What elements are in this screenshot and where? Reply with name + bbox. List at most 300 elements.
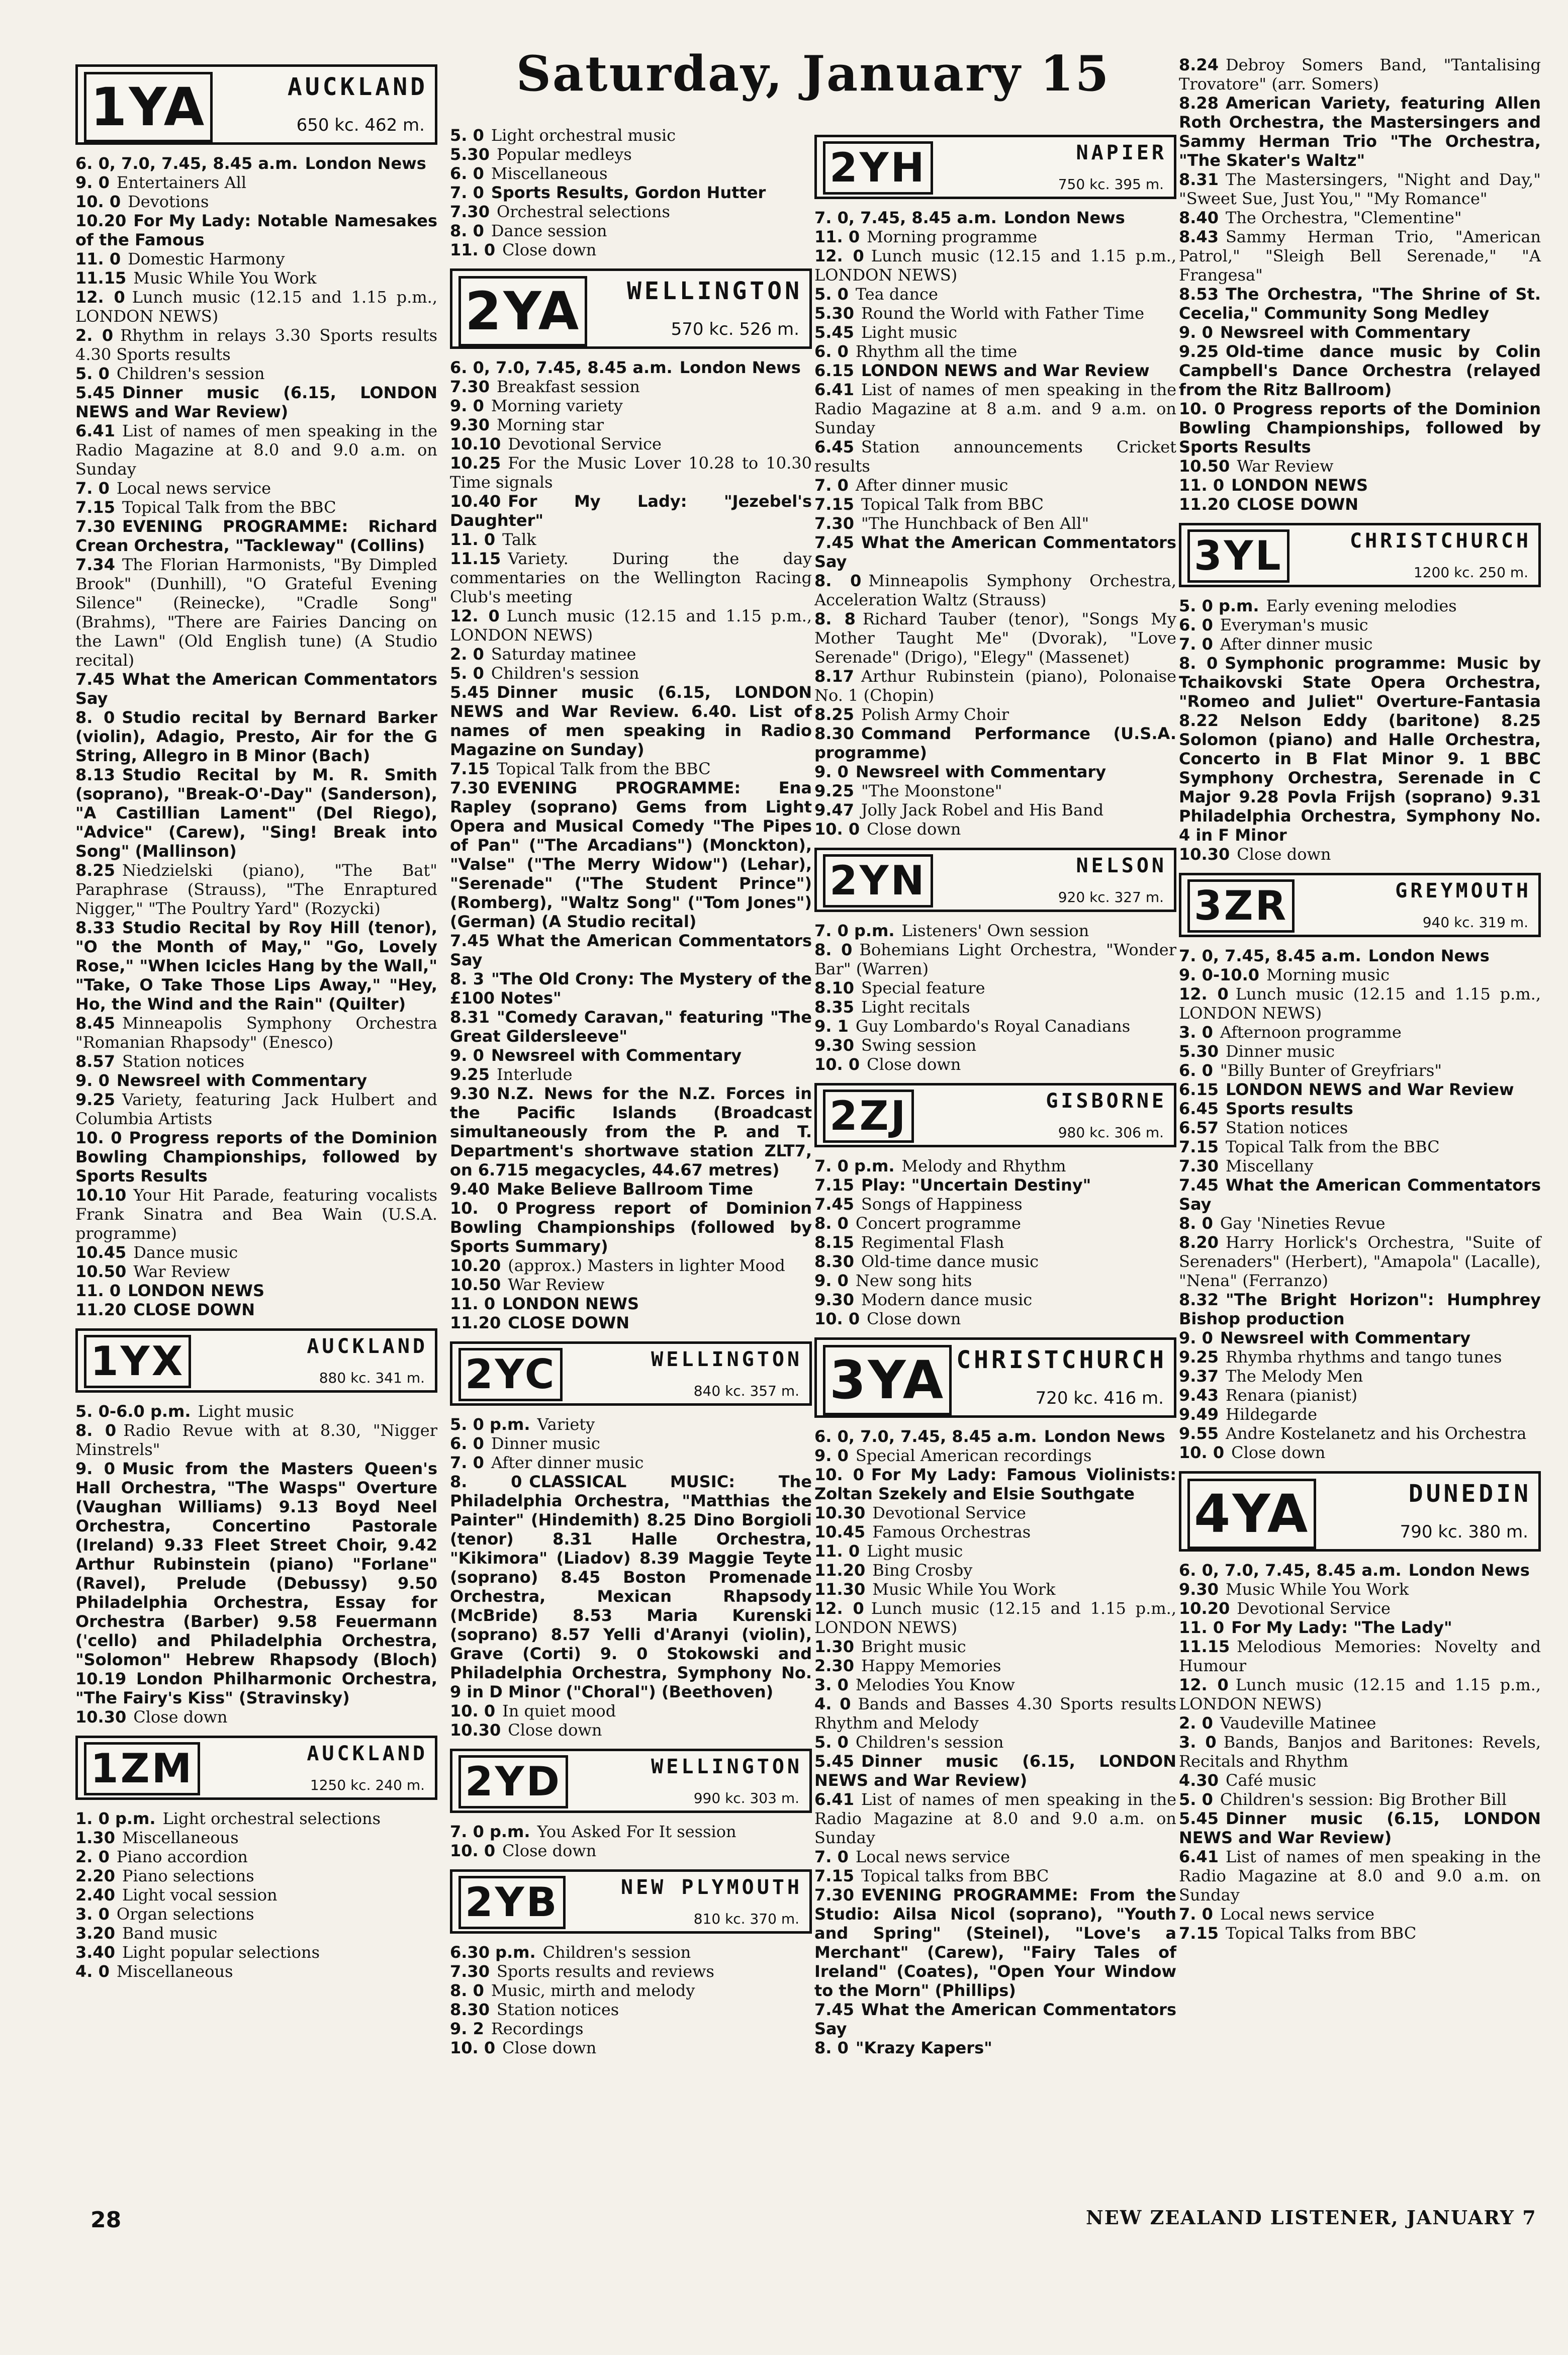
programme-item (450, 1943, 812, 1962)
programme-item (75, 173, 437, 192)
programme-time: 6.45 (814, 437, 854, 457)
programme-item (814, 323, 1176, 342)
programme-title: EVENING PROGRAMME: From the Studio: Ailsa Nicol (soprano), "Youth and Spring" (Steinel), "Love's a Merchant" (Carew), "Fairy Tales of Ireland" (Coates), "Open Your Window to the Morn" (Phillips) (814, 1885, 1176, 2000)
programme-time: 11.15 (450, 549, 501, 568)
programme-item (75, 1943, 437, 1962)
programme-title: Close down (502, 240, 597, 259)
station-frequency: 880 kc. 341 m. (319, 1370, 425, 1386)
programme-time: 5.45 (814, 1752, 854, 1771)
programme-title: Topical talks from BBC (861, 1866, 1049, 1885)
programme-item (814, 800, 1176, 820)
programme-title: CLOSE DOWN (508, 1313, 630, 1332)
programme-item (814, 246, 1176, 285)
programme-item (814, 1522, 1176, 1542)
programme-item (1179, 1347, 1541, 1367)
station-frequency: 980 kc. 306 m. (1058, 1124, 1164, 1141)
station-header (75, 64, 437, 145)
programme-title: Special feature (861, 978, 985, 998)
programme-item (814, 342, 1176, 361)
programme-time: 9.37 (1179, 1367, 1219, 1386)
station-frequency: 1200 kc. 250 m. (1413, 564, 1528, 581)
programme-title: Music While You Work (133, 268, 317, 288)
programme-time: 10.30 (1179, 845, 1230, 864)
programme-title: Regimental Flash (861, 1233, 1004, 1252)
programme-time: 12. 0 (1179, 984, 1229, 1004)
programme-time: 2. 0 (1179, 1713, 1213, 1733)
programme-time: 7.30 (450, 778, 490, 797)
programme-title: EVENING PROGRAMME: Ena Rapley (soprano) Gems from Light Opera and Musical Comedy "The Pipes of Pan" ("The Arcadians") (Monckton), "Valse" ("The Merry Widow") (Lehar), "Serenade" ("The Student Prince") (Romberg), "Waltz Song" ("Tom Jones") (German) (A Studio recital) (450, 778, 812, 931)
programme-title: Miscellaneous (116, 1962, 233, 1981)
column-4 (1179, 55, 1541, 1943)
programme-item (450, 377, 812, 396)
programme-time: 8.32 (1179, 1290, 1219, 1309)
programme-title: Special American recordings (855, 1446, 1092, 1465)
programme-time: 6.41 (1179, 1847, 1219, 1866)
programme-item (450, 1434, 812, 1453)
programme-time: 6.15 (814, 361, 854, 380)
programme-time: 8.13 (75, 765, 115, 784)
programme-time: 8. 0 (75, 1421, 117, 1440)
programme-time: 8.31 (1179, 170, 1219, 189)
programme-time: 7.30 (450, 202, 490, 221)
programme-title: Variety, featuring Jack Hulbert and Columbia Artists (75, 1090, 437, 1128)
programme-time: 6.57 (1179, 1118, 1219, 1137)
programme-item (450, 126, 812, 145)
programme-title: Light recitals (861, 998, 970, 1017)
station-city: NELSON (1076, 854, 1167, 877)
programme-title: Rhythm in relays 3.30 Sports results 4.30 Sports results (75, 326, 438, 364)
programme-time: 11.15 (75, 268, 127, 288)
programme-title: Children's session (855, 1733, 1004, 1752)
station-city: DUNEDIN (1408, 1480, 1531, 1508)
station-frequency: 940 kc. 319 m. (1422, 914, 1528, 931)
programme-time: 7.45 (814, 533, 854, 552)
programme-title: Music While You Work (1225, 1580, 1409, 1599)
programme-title: Concert programme (855, 1214, 1021, 1233)
programme-item (1179, 596, 1541, 615)
station-block (450, 1749, 812, 1860)
programme-item (450, 1453, 812, 1472)
programme-item (1179, 1118, 1541, 1137)
programme-item (75, 1014, 437, 1052)
programme-title: Make Believe Ballroom Time (496, 1180, 754, 1199)
programme-item (450, 1008, 812, 1046)
programme-title: Lunch music (12.15 and 1.15 p.m., LONDON NEWS) (814, 246, 1176, 285)
programme-time: 10. 0 (75, 1128, 122, 1147)
programme-item (814, 1694, 1176, 1733)
programme-item (75, 268, 437, 288)
programme-title: Dinner music (491, 1434, 600, 1453)
programme-title: Close down (1231, 1443, 1326, 1462)
station-block (450, 126, 812, 259)
programme-title: Sammy Herman Trio, "American Patrol," "Sleigh Bell Serenade," "A Frangesa" (1179, 227, 1541, 285)
programme-list (1179, 55, 1541, 514)
programme-title: Entertainers All (116, 173, 247, 192)
programme-item (1179, 1443, 1541, 1462)
programme-title: Bands and Basses 4.30 Sports results Rhythm and Melody (814, 1694, 1177, 1733)
programme-item (75, 1052, 437, 1071)
programme-title: Topical Talk from the BBC (122, 498, 336, 517)
programme-time: 7. 0 (1179, 635, 1213, 654)
programme-title: Newsreel with Commentary (855, 762, 1106, 781)
programme-time: 11. 0 (75, 1281, 121, 1300)
programme-item (75, 498, 437, 517)
column-1 (75, 55, 437, 1981)
programme-time: 4.30 (1179, 1771, 1219, 1790)
programme-title: Close down (867, 820, 961, 839)
programme-time: 10.50 (75, 1262, 127, 1281)
programme-title: Light orchestral selections (162, 1809, 381, 1828)
programme-title: Light music (861, 323, 958, 342)
programme-time: 10.30 (450, 1720, 501, 1740)
programme-time: 9.25 (450, 1065, 490, 1084)
programme-item (814, 495, 1176, 514)
programme-title: Lunch music (12.15 and 1.15 p.m., LONDON NEWS) (75, 288, 437, 326)
programme-title: Progress report of Dominion Bowling Championships (followed by Sports Summary) (450, 1199, 812, 1256)
programme-title: Topical Talk from BBC (861, 495, 1044, 514)
station-block (450, 1869, 812, 2057)
programme-time: 11.30 (814, 1580, 866, 1599)
programme-time: 5. 0 (450, 126, 484, 145)
station-city: GREYMOUTH (1395, 879, 1531, 902)
programme-item (450, 164, 812, 183)
programme-item (814, 1156, 1176, 1175)
programme-item (1179, 476, 1541, 495)
programme-item (814, 533, 1176, 571)
programme-time: 1. 0 p.m. (75, 1809, 156, 1828)
programme-item (814, 1017, 1176, 1036)
programme-title: Local news service (855, 1847, 1010, 1866)
programme-title: Station notices (496, 2000, 619, 2019)
programme-time: 9. 0 (814, 762, 849, 781)
programme-title: For My Lady: Famous Violinists: Zoltan Szekely and Elsie Southgate (814, 1465, 1177, 1503)
programme-title: Bing Crosby (872, 1561, 973, 1580)
programme-time: 11.20 (75, 1300, 127, 1319)
programme-item (1179, 1713, 1541, 1733)
programme-time: 11. 0 (1179, 476, 1225, 495)
programme-item (75, 1905, 437, 1924)
programme-title: Light music (867, 1542, 963, 1561)
programme-time: 10. 0 (450, 1199, 508, 1218)
programme-title: LONDON NEWS (1231, 476, 1368, 495)
programme-item (75, 708, 437, 765)
programme-time: 10.50 (1179, 457, 1230, 476)
programme-item (1179, 1023, 1541, 1042)
programme-title: Miscellaneous (491, 164, 608, 183)
programme-item (814, 1252, 1176, 1271)
programme-item (1179, 1137, 1541, 1156)
programme-time: 3.20 (75, 1924, 115, 1943)
programme-time: 7. 0 (814, 476, 849, 495)
station-city: WELLINGTON (627, 277, 802, 305)
programme-item (814, 571, 1176, 609)
programme-title: Close down (133, 1707, 228, 1727)
programme-time: 9. 0 (75, 173, 110, 192)
programme-item (450, 1084, 812, 1180)
station-block (1179, 873, 1541, 1462)
programme-title: Station notices (1225, 1118, 1348, 1137)
programme-time: 7.15 (75, 498, 115, 517)
programme-time: 7. 0 (450, 183, 484, 202)
station-frequency: 570 kc. 526 m. (671, 319, 799, 339)
programme-title: Light music (198, 1402, 294, 1421)
programme-item (450, 1701, 812, 1720)
programme-title: You Asked For It session (537, 1822, 736, 1841)
programme-time: 8.28 (1179, 94, 1219, 113)
programme-time: 10.10 (75, 1186, 127, 1205)
programme-item (1179, 1175, 1541, 1214)
programme-time: 11. 0 (75, 249, 121, 268)
programme-title: Popular medleys (496, 145, 632, 164)
programme-item (1179, 1290, 1541, 1328)
programme-item (814, 2038, 1176, 2057)
station-callsign: 1ZM (84, 1742, 200, 1795)
programme-item (814, 361, 1176, 380)
station-block (75, 1736, 437, 1981)
programme-time: 8.33 (75, 918, 115, 937)
programme-time: 12. 0 (1179, 1675, 1229, 1694)
programme-time: 5. 0 (75, 364, 110, 383)
programme-title: Dinner music (6.15, LONDON NEWS and War Review. 6.40. List of names of men speaking in Radio Magazine on Sunday) (450, 683, 812, 759)
programme-time: 5.30 (814, 304, 854, 323)
programme-item (75, 1128, 437, 1186)
programme-title: Tea dance (855, 285, 938, 304)
programme-item (450, 1720, 812, 1740)
programme-time: 10.30 (814, 1503, 866, 1522)
programme-time: 7.30 (814, 1885, 854, 1905)
programme-title: Studio Recital by Roy Hill (tenor), "O the Month of May," "Go, Lovely Rose," "When Icicles Hang by the Wall," "Take, O Take Those Lips Away," "Hey, Ho, the Wind and the Rain" (Quilter) (75, 918, 437, 1014)
programme-title: Children's session (491, 664, 639, 683)
programme-title: Melodies You Know (855, 1675, 1015, 1694)
programme-title: EVENING PROGRAMME: Richard Crean Orchestra, "Tackleway" (Collins) (75, 517, 437, 555)
programme-item (75, 1300, 437, 1319)
programme-time: 1.30 (75, 1828, 115, 1847)
programme-title: Close down (1237, 845, 1331, 864)
programme-time: 10. 0 (1179, 399, 1226, 418)
programme-time: 5.30 (450, 145, 490, 164)
station-callsign: 4YA (1187, 1479, 1316, 1549)
programme-item (75, 364, 437, 383)
programme-item (75, 555, 437, 670)
programme-title: Minneapolis Symphony Orchestra "Romanian Rhapsody" (Enesco) (75, 1014, 437, 1052)
programme-time: 8.17 (814, 667, 854, 686)
programme-time: 10. 0 (450, 1701, 496, 1720)
programme-item (450, 1841, 812, 1860)
programme-item (450, 1472, 812, 1701)
programme-item (75, 1402, 437, 1421)
station-callsign: 3YA (823, 1345, 952, 1415)
programme-title: Minneapolis Symphony Orchestra, Acceleration Waltz (Strauss) (814, 571, 1176, 609)
programme-item (814, 1637, 1176, 1656)
programme-title: LONDON NEWS and War Review (1225, 1080, 1514, 1099)
station-block (1179, 55, 1541, 514)
programme-title: The Orchestra, "Clementine" (1225, 208, 1462, 227)
programme-title: Close down (867, 1055, 961, 1074)
programme-item (1179, 1424, 1541, 1443)
programme-time: 8. 0 (814, 940, 853, 959)
programme-time: 8.20 (1179, 1233, 1219, 1252)
programme-list (75, 154, 437, 1319)
programme-item (75, 249, 437, 268)
programme-title: Hildegarde (1225, 1405, 1318, 1424)
programme-title: Jolly Jack Robel and His Band (861, 800, 1104, 820)
programme-time: 7.30 (814, 514, 854, 533)
programme-time: 7. 0 (1179, 1905, 1213, 1924)
programme-item (1179, 1599, 1541, 1618)
programme-item (814, 1866, 1176, 1885)
programme-item (1179, 1042, 1541, 1061)
programme-item (1179, 1233, 1541, 1290)
programme-title: Renara (pianist) (1225, 1386, 1358, 1405)
programme-item (814, 1233, 1176, 1252)
programme-item (75, 1071, 437, 1090)
programme-time: 7. 0 (814, 1847, 849, 1866)
station-block (1179, 523, 1541, 864)
programme-item (75, 383, 437, 421)
programme-item (1179, 1099, 1541, 1118)
programme-item (814, 781, 1176, 800)
programme-item (814, 820, 1176, 839)
programme-item (1179, 94, 1541, 170)
programme-item (450, 1822, 812, 1841)
programme-item (814, 1599, 1176, 1637)
programme-time: 8.35 (814, 998, 854, 1017)
station-block (75, 64, 437, 1319)
programme-title: Devotional Service (1237, 1599, 1391, 1618)
programme-time: 12. 0 (75, 288, 125, 307)
programme-title: CLOSE DOWN (1237, 495, 1359, 514)
programme-time: 3. 0 (1179, 1733, 1217, 1752)
programme-item (75, 421, 437, 479)
programme-time: 2. 0 (75, 326, 114, 345)
programme-title: Devotional Service (872, 1503, 1026, 1522)
programme-time: 9.40 (450, 1180, 490, 1199)
programme-title: Famous Orchestras (872, 1522, 1031, 1542)
programme-title: "Krazy Kapers" (855, 2038, 992, 2057)
programme-item (1179, 1386, 1541, 1405)
programme-item (814, 1790, 1176, 1847)
programme-time: 5. 0 (814, 1733, 849, 1752)
programme-time: 6. 0 (1179, 1061, 1213, 1080)
programme-item (450, 1294, 812, 1313)
station-header (814, 1083, 1176, 1147)
programme-item (450, 2000, 812, 2019)
station-callsign: 2YD (458, 1755, 568, 1808)
programme-item (450, 759, 812, 778)
programme-time: 8.57 (75, 1052, 115, 1071)
programme-title: Newsreel with Commentary (1220, 1328, 1471, 1347)
programme-time: 9.30 (450, 415, 490, 434)
station-city: AUCKLAND (307, 1335, 428, 1358)
programme-title: After dinner music (1220, 635, 1373, 654)
programme-time: 12. 0 (450, 606, 500, 625)
programme-title: Happy Memories (861, 1656, 1001, 1675)
programme-item (75, 765, 437, 861)
programme-item (1179, 1580, 1541, 1599)
programme-list (1179, 596, 1541, 864)
programme-title: London News (679, 358, 801, 377)
programme-item (814, 208, 1176, 227)
programme-time: 3. 0 (75, 1905, 110, 1924)
programme-time: 8.40 (1179, 208, 1219, 227)
programme-title: "Comedy Caravan," featuring "The Great Gildersleeve" (450, 1008, 812, 1046)
programme-item (450, 549, 812, 606)
programme-time: 5. 0 p.m. (1179, 596, 1259, 615)
programme-title: For the Music Lover 10.28 to 10.30 Time signals (450, 454, 812, 492)
programme-title: In quiet mood (502, 1701, 616, 1720)
programme-item (1179, 1328, 1541, 1347)
programme-title: "Billy Bunter of Greyfriars" (1220, 1061, 1442, 1080)
programme-title: Morning variety (491, 396, 623, 415)
programme-title: What the American Commentators Say (814, 2000, 1176, 2038)
programme-item (75, 326, 437, 364)
programme-title: Early evening melodies (1266, 596, 1457, 615)
programme-time: 7.15 (814, 1866, 854, 1885)
programme-time: 9. 0 (1179, 1328, 1213, 1347)
programme-title: Miscellaneous (122, 1828, 239, 1847)
programme-item (814, 1561, 1176, 1580)
programme-title: What the American Commentators Say (814, 533, 1176, 571)
programme-title: "The Hunchback of Ben All" (861, 514, 1089, 533)
programme-item (1179, 1214, 1541, 1233)
station-frequency: 790 kc. 380 m. (1400, 1522, 1528, 1542)
station-header (814, 135, 1176, 199)
programme-time: 6. 0, 7.0, 7.45, 8.45 a.m. (450, 358, 673, 377)
programme-time: 7. 0 p.m. (450, 1822, 530, 1841)
programme-title: Piano selections (122, 1866, 254, 1885)
programme-item (1179, 399, 1541, 457)
programme-item (814, 705, 1176, 724)
programme-list (814, 208, 1176, 839)
station-header (1179, 1471, 1541, 1552)
programme-title: Andre Kostelanetz and his Orchestra (1225, 1424, 1527, 1443)
programme-time: 11. 0 (450, 1294, 496, 1313)
programme-title: Station announcements Cricket results (814, 437, 1176, 476)
programme-time: 7. 0, 7.45, 8.45 a.m. (1179, 946, 1361, 965)
programme-time: 2.30 (814, 1656, 854, 1675)
programme-title: N.Z. News for the N.Z. Forces in the Pacific Islands (Broadcast simultaneously from the P. and T. Department's shortwave station ZLT7, on 6.715 megacycles, 44.67 metres) (450, 1084, 812, 1180)
programme-item (814, 380, 1176, 437)
programme-time: 9. 2 (450, 2019, 484, 2038)
programme-item (450, 145, 812, 164)
station-header (450, 1749, 812, 1813)
programme-title: War Review (133, 1262, 230, 1281)
programme-title: Swing session (861, 1036, 977, 1055)
programme-title: Play: "Uncertain Destiny" (861, 1175, 1091, 1195)
programme-item (1179, 1618, 1541, 1637)
programme-item (814, 227, 1176, 246)
station-frequency: 810 kc. 370 m. (693, 1911, 799, 1927)
programme-item (814, 1271, 1176, 1290)
programme-title: What the American Commentators Say (450, 931, 812, 969)
station-city: CHRISTCHURCH (1350, 529, 1531, 553)
station-frequency: 750 kc. 395 m. (1058, 176, 1164, 193)
programme-title: Station notices (122, 1052, 245, 1071)
programme-time: 7.45 (814, 1195, 854, 1214)
station-block (814, 1337, 1176, 2057)
programme-item (75, 1924, 437, 1943)
programme-item (450, 530, 812, 549)
programme-title: Lunch music (12.15 and 1.15 p.m., LONDON NEWS) (1179, 984, 1541, 1023)
station-city: NEW PLYMOUTH (621, 1876, 802, 1899)
programme-item (814, 667, 1176, 705)
column-2 (450, 126, 812, 2057)
programme-time: 6. 0, 7.0, 7.45, 8.45 a.m. (1179, 1561, 1402, 1580)
programme-time: 8. 8 (814, 609, 856, 628)
programme-time: 5.45 (814, 323, 854, 342)
station-city: GISBORNE (1046, 1090, 1167, 1113)
station-city: WELLINGTON (651, 1348, 802, 1371)
